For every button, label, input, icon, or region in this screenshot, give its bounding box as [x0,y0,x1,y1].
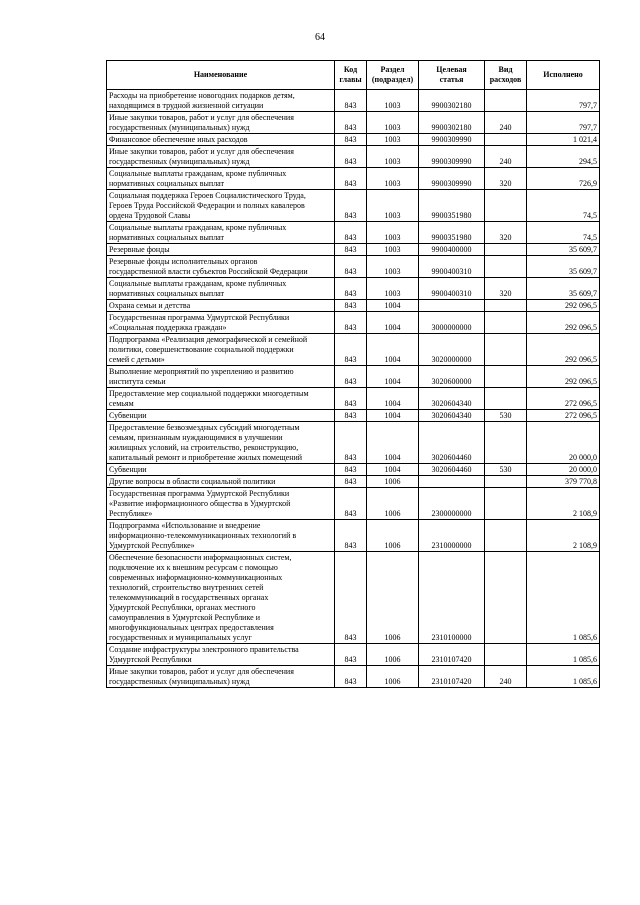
cell-section: 1003 [367,222,419,244]
cell-chapter-code: 843 [335,256,367,278]
cell-executed: 379 770,8 [527,476,600,488]
cell-target-article: 3000000000 [419,312,485,334]
cell-expense-type: 240 [485,112,527,134]
cell-target-article [419,476,485,488]
cell-section: 1003 [367,278,419,300]
table-row [107,168,600,190]
cell-executed: 272 096,5 [527,410,600,422]
column-header-section: Раздел (подраздел) [367,61,419,90]
table-row [107,256,600,278]
cell-expense-type: 240 [485,146,527,168]
cell-name: Государственная программа Удмуртской Республики «Социальная поддержка граждан» [107,312,335,334]
cell-executed: 294,5 [527,146,600,168]
cell-section: 1006 [367,488,419,520]
cell-name: Государственная программа Удмуртской Республики «Развитие информационного общества в Удмуртской Республике» [107,488,335,520]
cell-expense-type: 320 [485,168,527,190]
cell-target-article: 2310107420 [419,666,485,688]
cell-name: Подпрограмма «Реализация демографической и семейной политики, совершенствование социальной поддержки семей с детьми» [107,334,335,366]
cell-target-article: 3020000000 [419,334,485,366]
cell-target-article: 9900302180 [419,112,485,134]
cell-section: 1003 [367,244,419,256]
cell-expense-type [485,334,527,366]
cell-expense-type [485,644,527,666]
cell-target-article: 2310000000 [419,520,485,552]
cell-chapter-code: 843 [335,666,367,688]
cell-executed: 292 096,5 [527,312,600,334]
cell-name: Охрана семьи и детства [107,300,335,312]
cell-section: 1003 [367,146,419,168]
table-row [107,190,600,222]
cell-section: 1003 [367,134,419,146]
column-header-target: Целевая статья [419,61,485,90]
cell-expense-type: 530 [485,410,527,422]
cell-chapter-code: 843 [335,422,367,464]
cell-executed: 2 108,9 [527,488,600,520]
cell-section: 1004 [367,334,419,366]
cell-section: 1006 [367,666,419,688]
cell-target-article: 9900400310 [419,256,485,278]
cell-expense-type [485,134,527,146]
table-row [107,422,600,464]
cell-chapter-code: 843 [335,312,367,334]
cell-section: 1004 [367,300,419,312]
cell-section: 1003 [367,256,419,278]
cell-name: Иные закупки товаров, работ и услуг для обеспечения государственных (муниципальных) нужд [107,666,335,688]
cell-name: Иные закупки товаров, работ и услуг для обеспечения государственных (муниципальных) нужд [107,146,335,168]
cell-name: Социальная поддержка Героев Социалистического Труда, Героев Труда Российской Федерации и полных кавалеров ордена Трудовой Славы [107,190,335,222]
cell-target-article: 3020600000 [419,366,485,388]
cell-expense-type [485,366,527,388]
cell-chapter-code: 843 [335,112,367,134]
table-header-row [107,61,600,90]
cell-executed: 35 609,7 [527,278,600,300]
budget-table [106,60,600,688]
cell-chapter-code: 843 [335,552,367,644]
cell-executed: 726,9 [527,168,600,190]
cell-expense-type [485,520,527,552]
cell-target-article: 2300000000 [419,488,485,520]
table-row [107,134,600,146]
cell-chapter-code: 843 [335,644,367,666]
cell-expense-type [485,422,527,464]
cell-target-article: 9900302180 [419,90,485,112]
cell-chapter-code: 843 [335,300,367,312]
table-body [107,90,600,688]
cell-executed: 292 096,5 [527,300,600,312]
table-row [107,244,600,256]
cell-target-article: 3020604460 [419,422,485,464]
cell-name: Создание инфраструктуры электронного правительства Удмуртской Республики [107,644,335,666]
column-header-chapter: Код главы [335,61,367,90]
cell-expense-type [485,256,527,278]
table-row [107,300,600,312]
cell-chapter-code: 843 [335,464,367,476]
cell-executed: 292 096,5 [527,334,600,366]
cell-name: Социальные выплаты гражданам, кроме публичных нормативных социальных выплат [107,278,335,300]
cell-section: 1006 [367,644,419,666]
cell-chapter-code: 843 [335,190,367,222]
cell-expense-type [485,190,527,222]
cell-expense-type: 320 [485,222,527,244]
table-row [107,666,600,688]
cell-target-article: 9900309990 [419,134,485,146]
table-row [107,410,600,422]
cell-section: 1003 [367,112,419,134]
column-header-type: Вид расходов [485,61,527,90]
cell-executed: 797,7 [527,112,600,134]
cell-target-article: 9900309990 [419,168,485,190]
cell-section: 1004 [367,312,419,334]
cell-name: Социальные выплаты гражданам, кроме публичных нормативных социальных выплат [107,168,335,190]
column-header-done: Исполнено [527,61,600,90]
cell-name: Резервные фонды [107,244,335,256]
cell-expense-type [485,312,527,334]
cell-name: Предоставление мер социальной поддержки многодетным семьям [107,388,335,410]
cell-target-article: 9900351980 [419,190,485,222]
table-row [107,388,600,410]
cell-name: Расходы на приобретение новогодних подарков детям, находящимся в трудной жизненной ситуации [107,90,335,112]
cell-chapter-code: 843 [335,366,367,388]
cell-target-article: 9900400000 [419,244,485,256]
cell-expense-type [485,244,527,256]
cell-name: Предоставление безвозмездных субсидий многодетным семьям, признанным нуждающимися в улучшении жилищных условий, на строительство, реконструкцию, капитальный ремонт и приобретение жилых помещений [107,422,335,464]
cell-target-article: 3020604340 [419,388,485,410]
cell-expense-type: 320 [485,278,527,300]
cell-target-article: 9900351980 [419,222,485,244]
cell-expense-type [485,476,527,488]
cell-name: Финансовое обеспечение иных расходов [107,134,335,146]
cell-executed: 35 609,7 [527,256,600,278]
cell-section: 1004 [367,410,419,422]
cell-chapter-code: 843 [335,222,367,244]
table-row [107,366,600,388]
cell-expense-type [485,552,527,644]
cell-name: Иные закупки товаров, работ и услуг для обеспечения государственных (муниципальных) нужд [107,112,335,134]
column-header-name: Наименование [107,61,335,90]
cell-chapter-code: 843 [335,278,367,300]
cell-target-article: 9900309990 [419,146,485,168]
cell-target-article: 2310100000 [419,552,485,644]
cell-chapter-code: 843 [335,134,367,146]
cell-chapter-code: 843 [335,520,367,552]
cell-expense-type [485,388,527,410]
cell-name: Субвенции [107,464,335,476]
cell-target-article: 3020604460 [419,464,485,476]
table-row [107,112,600,134]
cell-expense-type [485,300,527,312]
cell-section: 1004 [367,366,419,388]
cell-chapter-code: 843 [335,90,367,112]
cell-chapter-code: 843 [335,146,367,168]
cell-chapter-code: 843 [335,388,367,410]
cell-executed: 1 085,6 [527,666,600,688]
cell-name: Резервные фонды исполнительных органов государственной власти субъектов Российской Федерации [107,256,335,278]
cell-target-article: 2310107420 [419,644,485,666]
cell-name: Другие вопросы в области социальной политики [107,476,335,488]
cell-name: Субвенции [107,410,335,422]
table-row [107,146,600,168]
table-row [107,334,600,366]
cell-section: 1003 [367,168,419,190]
cell-chapter-code: 843 [335,476,367,488]
cell-executed: 292 096,5 [527,366,600,388]
table-row [107,222,600,244]
table-row [107,90,600,112]
cell-expense-type [485,90,527,112]
cell-executed: 1 085,6 [527,644,600,666]
cell-section: 1006 [367,552,419,644]
cell-executed: 74,5 [527,222,600,244]
cell-section: 1004 [367,464,419,476]
cell-executed: 20 000,0 [527,464,600,476]
cell-executed: 1 021,4 [527,134,600,146]
cell-chapter-code: 843 [335,334,367,366]
cell-section: 1004 [367,422,419,464]
cell-section: 1006 [367,520,419,552]
cell-section: 1003 [367,190,419,222]
cell-executed: 1 085,6 [527,552,600,644]
cell-expense-type: 530 [485,464,527,476]
table-row [107,476,600,488]
table-row [107,312,600,334]
cell-executed: 74,5 [527,190,600,222]
cell-executed: 272 096,5 [527,388,600,410]
cell-name: Обеспечение безопасности информационных систем, подключение их к внешним ресурсам с помощью современных информационно-коммуникационных технологий, строительство внутренних сетей телекоммуникаций в государственных органах Удмуртской Республики, органах местного самоуправления в Удмуртской Республике и многофункциональных центрах предоставления государственных и муниципальных услуг [107,552,335,644]
cell-section: 1006 [367,476,419,488]
page-number: 64 [315,32,325,43]
cell-executed: 797,7 [527,90,600,112]
cell-executed: 20 000,0 [527,422,600,464]
table-row [107,464,600,476]
table-row [107,552,600,644]
cell-target-article: 3020604340 [419,410,485,422]
cell-section: 1004 [367,388,419,410]
cell-executed: 2 108,9 [527,520,600,552]
cell-name: Подпрограмма «Использование и внедрение информационно-телекоммуникационных технологий в Удмуртской Республике» [107,520,335,552]
cell-expense-type [485,488,527,520]
cell-chapter-code: 843 [335,168,367,190]
cell-chapter-code: 843 [335,488,367,520]
table-row [107,520,600,552]
cell-name: Выполнение мероприятий по укреплению и развитию института семьи [107,366,335,388]
cell-target-article [419,300,485,312]
cell-expense-type: 240 [485,666,527,688]
cell-chapter-code: 843 [335,244,367,256]
cell-executed: 35 609,7 [527,244,600,256]
table-row [107,278,600,300]
cell-chapter-code: 843 [335,410,367,422]
cell-section: 1003 [367,90,419,112]
table-row [107,644,600,666]
table-row [107,488,600,520]
cell-target-article: 9900400310 [419,278,485,300]
cell-name: Социальные выплаты гражданам, кроме публичных нормативных социальных выплат [107,222,335,244]
